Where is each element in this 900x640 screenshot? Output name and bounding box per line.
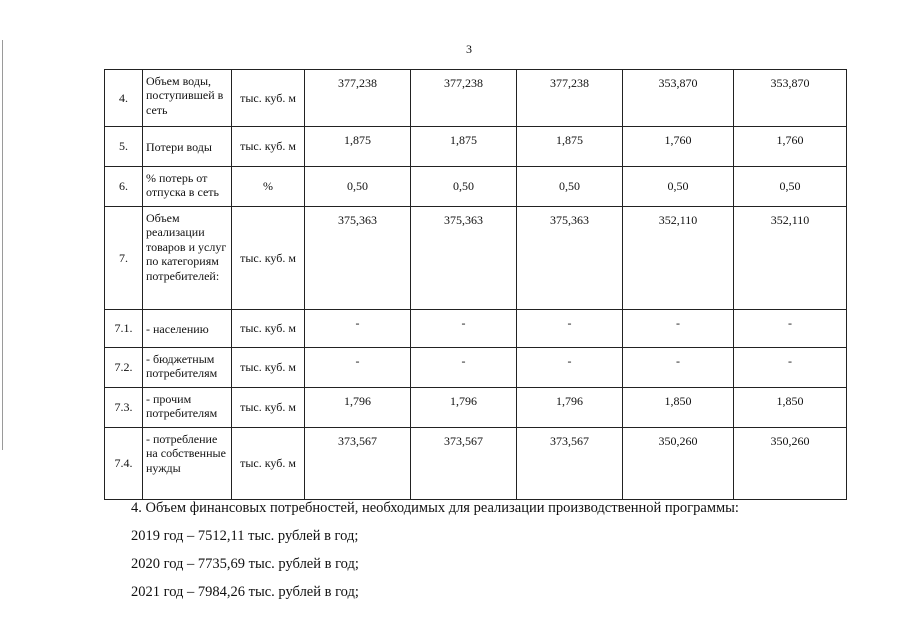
- row-unit: тыс. куб. м: [232, 207, 305, 310]
- row-value: 353,870: [623, 70, 734, 127]
- row-value: 375,363: [305, 207, 411, 310]
- row-name: - прочим потребителям: [143, 388, 232, 428]
- table-row: [105, 428, 847, 500]
- row-number: 6.: [105, 167, 143, 207]
- row-value: -: [623, 348, 734, 388]
- row-value: 0,50: [411, 167, 517, 207]
- table-row: [105, 388, 847, 428]
- table-row: [105, 310, 847, 348]
- row-value: -: [517, 310, 623, 348]
- row-value: 1,850: [623, 388, 734, 428]
- row-value: 352,110: [734, 207, 847, 310]
- table-row: [105, 127, 847, 167]
- row-number: 5.: [105, 127, 143, 167]
- row-value: 1,875: [305, 127, 411, 167]
- row-value: 350,260: [734, 428, 847, 500]
- row-value: 373,567: [411, 428, 517, 500]
- row-name: % потерь от отпуска в сеть: [143, 167, 232, 207]
- financial-line-2020: 2020 год – 7735,69 тыс. рублей в год;: [131, 556, 359, 572]
- production-program-table: [104, 69, 847, 500]
- row-unit: тыс. куб. м: [232, 428, 305, 500]
- row-number: 7.1.: [105, 310, 143, 348]
- row-value: 377,238: [305, 70, 411, 127]
- row-name: Объем воды, поступившей в сеть: [143, 70, 232, 127]
- row-value: 1,796: [517, 388, 623, 428]
- row-value: 0,50: [623, 167, 734, 207]
- row-value: 375,363: [411, 207, 517, 310]
- row-value: 1,760: [734, 127, 847, 167]
- row-name: - потребление на собственные нужды: [143, 428, 232, 500]
- row-value: 377,238: [517, 70, 623, 127]
- row-name: - населению: [143, 310, 232, 348]
- row-value: 1,796: [411, 388, 517, 428]
- row-value: -: [734, 310, 847, 348]
- row-unit: тыс. куб. м: [232, 348, 305, 388]
- row-unit: %: [232, 167, 305, 207]
- row-number: 7.3.: [105, 388, 143, 428]
- row-unit: тыс. куб. м: [232, 310, 305, 348]
- row-number: 7.4.: [105, 428, 143, 500]
- row-value: 373,567: [517, 428, 623, 500]
- row-unit: тыс. куб. м: [232, 70, 305, 127]
- row-value: 0,50: [305, 167, 411, 207]
- row-number: 4.: [105, 70, 143, 127]
- page-number: 3: [466, 42, 472, 56]
- row-unit: тыс. куб. м: [232, 388, 305, 428]
- row-value: 352,110: [623, 207, 734, 310]
- row-value: 353,870: [734, 70, 847, 127]
- row-value: 1,875: [411, 127, 517, 167]
- row-value: 1,760: [623, 127, 734, 167]
- row-number: 7.2.: [105, 348, 143, 388]
- table-row: [105, 207, 847, 310]
- row-value: -: [517, 348, 623, 388]
- table-row: [105, 167, 847, 207]
- row-value: -: [305, 348, 411, 388]
- row-value: 1,796: [305, 388, 411, 428]
- table-row: [105, 70, 847, 127]
- row-name: - бюджетным потребителям: [143, 348, 232, 388]
- row-value: 373,567: [305, 428, 411, 500]
- row-value: 0,50: [517, 167, 623, 207]
- row-value: 350,260: [623, 428, 734, 500]
- section-heading: 4. Объем финансовых потребностей, необходимых для реализации производственной программы:: [131, 500, 739, 516]
- financial-line-2019: 2019 год – 7512,11 тыс. рублей в год;: [131, 528, 359, 544]
- row-value: 375,363: [517, 207, 623, 310]
- row-number: 7.: [105, 207, 143, 310]
- row-value: 377,238: [411, 70, 517, 127]
- row-value: -: [411, 348, 517, 388]
- table-row: [105, 348, 847, 388]
- row-value: -: [623, 310, 734, 348]
- page-edge-line: [2, 40, 3, 450]
- financial-line-2021: 2021 год – 7984,26 тыс. рублей в год;: [131, 584, 359, 600]
- row-name: Потери воды: [143, 127, 232, 167]
- row-value: -: [305, 310, 411, 348]
- row-value: -: [734, 348, 847, 388]
- row-value: 0,50: [734, 167, 847, 207]
- row-unit: тыс. куб. м: [232, 127, 305, 167]
- row-name: Объем реализации товаров и услуг по категориям потребителей:: [143, 207, 232, 310]
- row-value: -: [411, 310, 517, 348]
- row-value: 1,850: [734, 388, 847, 428]
- row-value: 1,875: [517, 127, 623, 167]
